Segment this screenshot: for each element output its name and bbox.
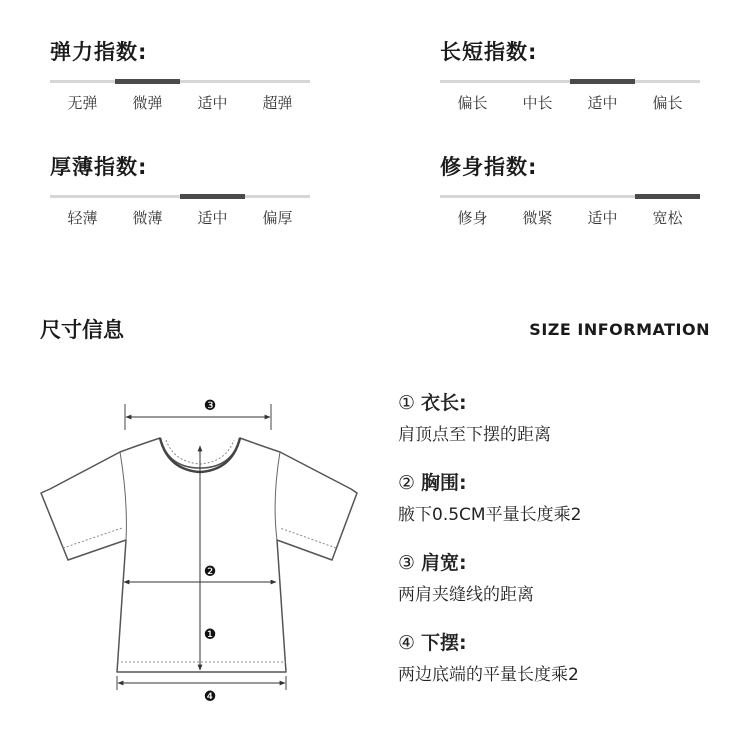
note-heading-hem: ④ 下摆: [398,632,467,654]
marker-hem: ❹ [203,689,217,705]
rating-segment [180,80,245,83]
measurement-notes [398,388,728,708]
note-desc-length: 肩顶点至下摆的距离 [398,425,551,445]
note-heading-shoulder: ③ 肩宽: [398,552,467,574]
rating-option: 修身 [457,209,488,227]
rating-option: 微紧 [522,209,553,227]
rating-option: 超弹 [262,94,293,112]
rating-option: 适中 [197,94,228,112]
rating-bar [440,194,700,199]
size-info-title-en: SIZE INFORMATION [529,320,710,339]
note-desc-chest: 腋下0.5CM平量长度乘2 [398,505,582,525]
marker-length: ❶ [203,627,217,643]
rating-option: 适中 [587,94,618,112]
rating-option: 轻薄 [67,209,98,227]
rating-segment [570,195,635,198]
rating-bar [50,194,310,199]
rating-option: 偏长 [652,94,683,112]
note-heading-length: ① 衣长: [398,392,467,414]
tshirt-outline-icon [36,390,366,720]
fit-rating [440,152,700,228]
note-desc-shoulder: 两肩夹缝线的距离 [398,585,534,605]
rating-segment-selected [180,194,245,199]
rating-title: 修身指数: [440,155,538,179]
rating-segment [505,80,570,83]
rating-option: 偏厚 [262,209,293,227]
rating-option: 宽松 [652,209,683,227]
rating-option: 微弹 [132,94,163,112]
tshirt-diagram [36,390,366,724]
rating-option: 适中 [197,209,228,227]
rating-option: 中长 [522,94,553,112]
rating-segment [635,80,700,83]
elasticity-rating [50,37,310,113]
rating-segment [115,195,180,198]
rating-segment [245,80,310,83]
length-rating [440,37,700,113]
rating-segment [50,80,115,83]
rating-segment-selected [115,79,180,84]
note-desc-hem: 两边底端的平量长度乘2 [398,665,579,685]
rating-segment [50,195,115,198]
size-info-title: 尺寸信息 [40,318,124,342]
rating-segment [440,195,505,198]
thickness-rating [50,152,310,228]
rating-bar [50,79,310,84]
rating-segment-selected [570,79,635,84]
rating-title: 长短指数: [440,40,538,64]
rating-title: 厚薄指数: [50,155,148,179]
rating-title: 弹力指数: [50,40,148,64]
rating-segment [245,195,310,198]
rating-segment-selected [635,194,700,199]
rating-option: 适中 [587,209,618,227]
marker-chest: ❷ [203,564,217,580]
rating-segment [440,80,505,83]
rating-option: 偏长 [457,94,488,112]
rating-segment [505,195,570,198]
rating-bar [440,79,700,84]
rating-option: 微薄 [132,209,163,227]
rating-option: 无弹 [67,94,98,112]
marker-shoulder: ❸ [203,398,217,414]
note-heading-chest: ② 胸围: [398,472,467,494]
